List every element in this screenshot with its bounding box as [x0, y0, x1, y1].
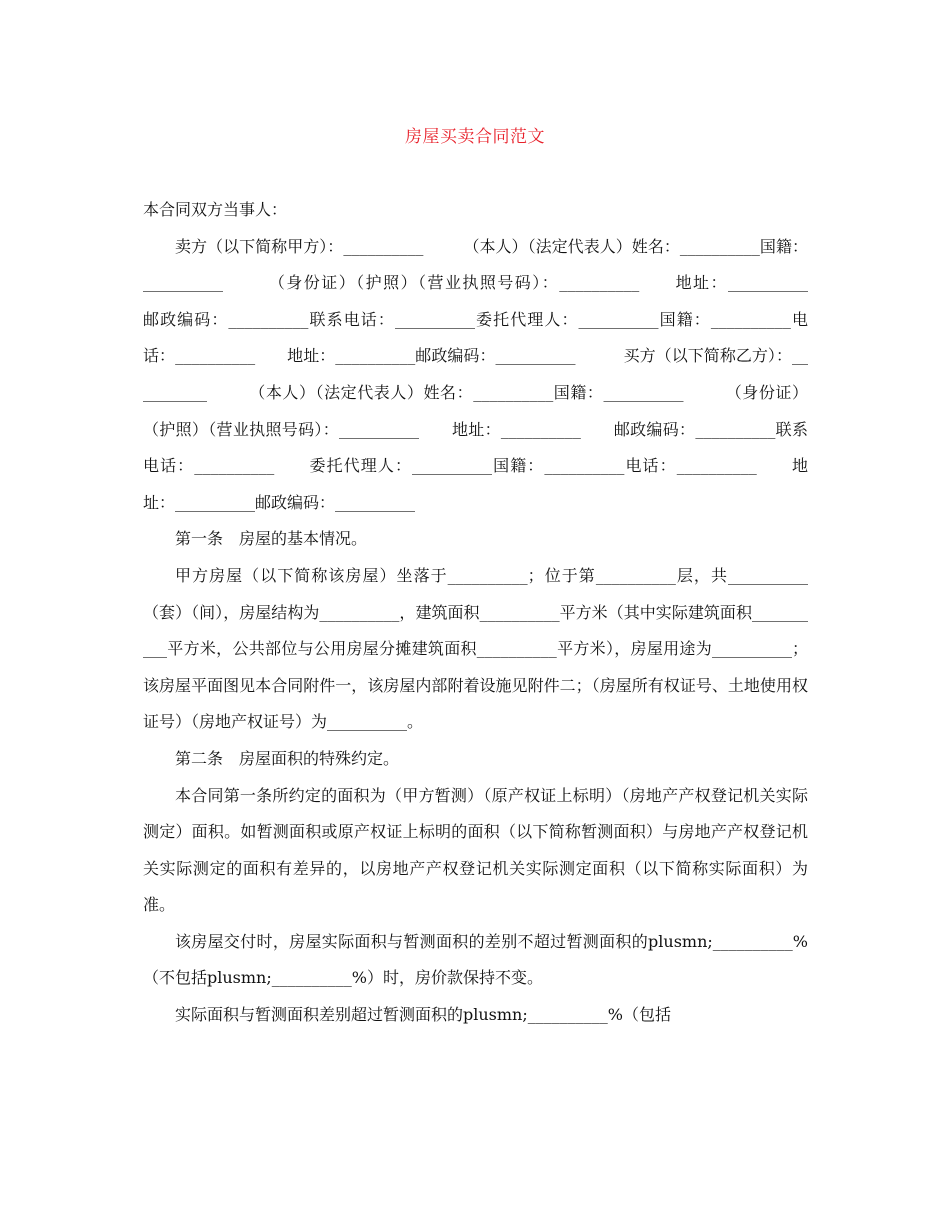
document-body [143, 192, 841, 1034]
area-excess-clause: 实际面积与暂测面积差别超过暂测面积的plusmn;__________%（包括 [175, 1005, 671, 1025]
article-1-body: 甲方房屋（以下简称该房屋）坐落于__________；位于第__________层，共__________（套）（间），房屋结构为__________，建筑面积__________平方米（其中实际建筑面积__________平方米，公共部位与公用房屋分摊建筑面积__________平方米），房屋用途为__________；该房屋平面图见本合同附件一，该房屋内部附着设施见附件二；（房屋所有权证号、土地使用权证号）（房地产权证号）为__________。 [143, 565, 808, 732]
article-1-heading: 第一条 房屋的基本情况。 [175, 529, 368, 549]
document-title: 房屋买卖合同范文 [405, 127, 545, 147]
article-2-body: 本合同第一条所约定的面积为（甲方暂测）（原产权证上标明）（房地产产权登记机关实际测定）面积。如暂测面积或原产权证上标明的面积（以下简称暂测面积）与房地产产权登记机关实际测定的面积有差异的，以房地产产权登记机关实际测定面积（以下简称实际面积）为准。 [143, 785, 808, 915]
parties-intro: 本合同双方当事人： [143, 200, 288, 219]
article-2-heading: 第二条 房屋面积的特殊约定。 [175, 748, 400, 768]
area-tolerance-clause: 该房屋交付时，房屋实际面积与暂测面积的差别不超过暂测面积的plusmn;__________%（不包括plusmn;__________%）时，房价款保持不变。 [143, 931, 808, 988]
parties-details: 卖方（以下简称甲方）：__________ （本人）（法定代表人）姓名：__________国籍：__________ （身份证）（护照）（营业执照号码）：__________ 地址：__________ 邮政编码：__________联系电话：__________委托代理人：__________国籍：__________电话：__________ 地址：__________邮政编码：__________ 买方（以下简称乙方）：__________ （本人）（法定代表人）姓名：__________国籍：__________ （身份证）（护照）（营业执照号码）：__________ 地址：__________ 邮政编码：__________联系电话：__________ 委托代理人：__________国籍：__________电话：__________ 地址：__________邮政编码：__________ [143, 236, 841, 512]
